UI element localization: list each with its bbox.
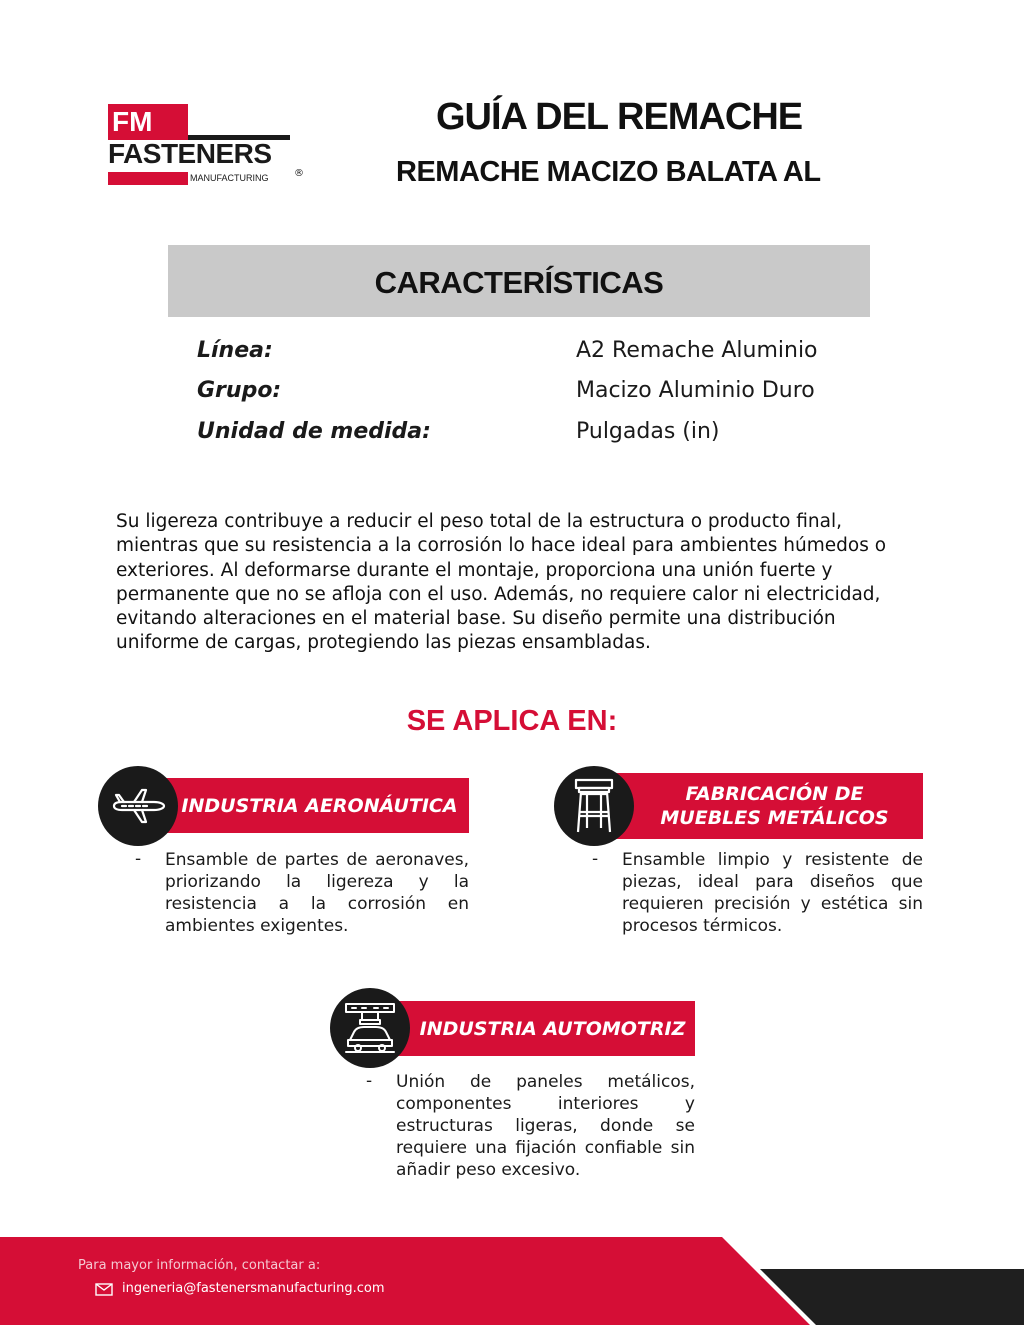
logo-red-block <box>108 172 188 185</box>
logo-fm: FM <box>108 104 188 140</box>
application-title-muebles-line2: MUEBLES METÁLICOS <box>660 807 889 829</box>
bullet-dash: - <box>135 849 142 869</box>
application-text-aeronautica: Ensamble de partes de aeronaves, priorizando la ligereza y la resistencia a la corrosión en ambientes exigentes. <box>165 850 469 936</box>
company-logo <box>108 104 308 188</box>
application-title-muebles-line1: FABRICACIÓN DE <box>685 783 864 805</box>
characteristics-header <box>168 245 870 317</box>
mail-icon <box>95 1283 113 1296</box>
spec-label-linea: Línea: <box>197 338 273 363</box>
spec-label-grupo: Grupo: <box>197 378 282 403</box>
stool-icon-circle <box>554 766 634 846</box>
spec-label-unidad: Unidad de medida: <box>197 419 431 444</box>
footer-contact-label: Para mayor información, contactar a: <box>78 1258 321 1273</box>
bullet-dash: - <box>366 1071 373 1091</box>
car-assembly-icon <box>342 1000 398 1056</box>
footer-email-link[interactable]: ingeneria@fastenersmanufacturing.com <box>122 1281 385 1296</box>
airplane-icon-circle <box>98 766 178 846</box>
description-paragraph: Su ligereza contribuye a reducir el peso total de la estructura o producto final, mientras que su resistencia a la corrosión lo hace ideal para ambientes húmedos o exteriores. Al deformarse durante el montaje, proporciona una unión fuerte y permanente que no se afloja con el uso. Además, no requiere calor ni electricidad, evitando alteraciones en el material base. Su diseño permite una distribución uniforme de cargas, protegiendo las piezas ensambladas. <box>116 511 887 654</box>
logo-fasteners: FASTENERS <box>108 138 272 169</box>
logo-registered: ® <box>294 168 304 179</box>
spec-value-grupo: Macizo Aluminio Duro <box>576 378 815 403</box>
application-text-automotriz: Unión de paneles metálicos, componentes interiores y estructuras ligeras, donde se requiere una fijación confiable sin añadir peso excesivo. <box>396 1072 695 1180</box>
application-title-automotriz: INDUSTRIA AUTOMOTRIZ <box>419 1017 686 1040</box>
spec-value-linea: A2 Remache Aluminio <box>576 338 818 363</box>
page-title: GUÍA DEL REMACHE <box>436 96 803 138</box>
stool-icon <box>572 778 616 834</box>
car-assembly-icon-circle <box>330 988 410 1068</box>
application-title-aeronautica: INDUSTRIA AERONÁUTICA <box>181 794 458 817</box>
spec-value-unidad: Pulgadas (in) <box>576 419 720 444</box>
application-banner-aeronautica <box>150 778 469 833</box>
application-banner-muebles <box>610 773 923 839</box>
application-text-muebles: Ensamble limpio y resistente de piezas, ideal para diseños que requieren precisión y estética sin procesos térmicos. <box>622 850 923 936</box>
bullet-dash: - <box>592 849 599 869</box>
logo-manufacturing: MANUFACTURING <box>190 173 269 183</box>
applications-heading: SE APLICA EN: <box>406 705 618 737</box>
page-subtitle: REMACHE MACIZO BALATA AL <box>396 156 821 188</box>
application-banner-automotriz <box>384 1001 695 1056</box>
characteristics-title: CARACTERÍSTICAS <box>374 265 664 300</box>
airplane-icon <box>108 786 168 826</box>
